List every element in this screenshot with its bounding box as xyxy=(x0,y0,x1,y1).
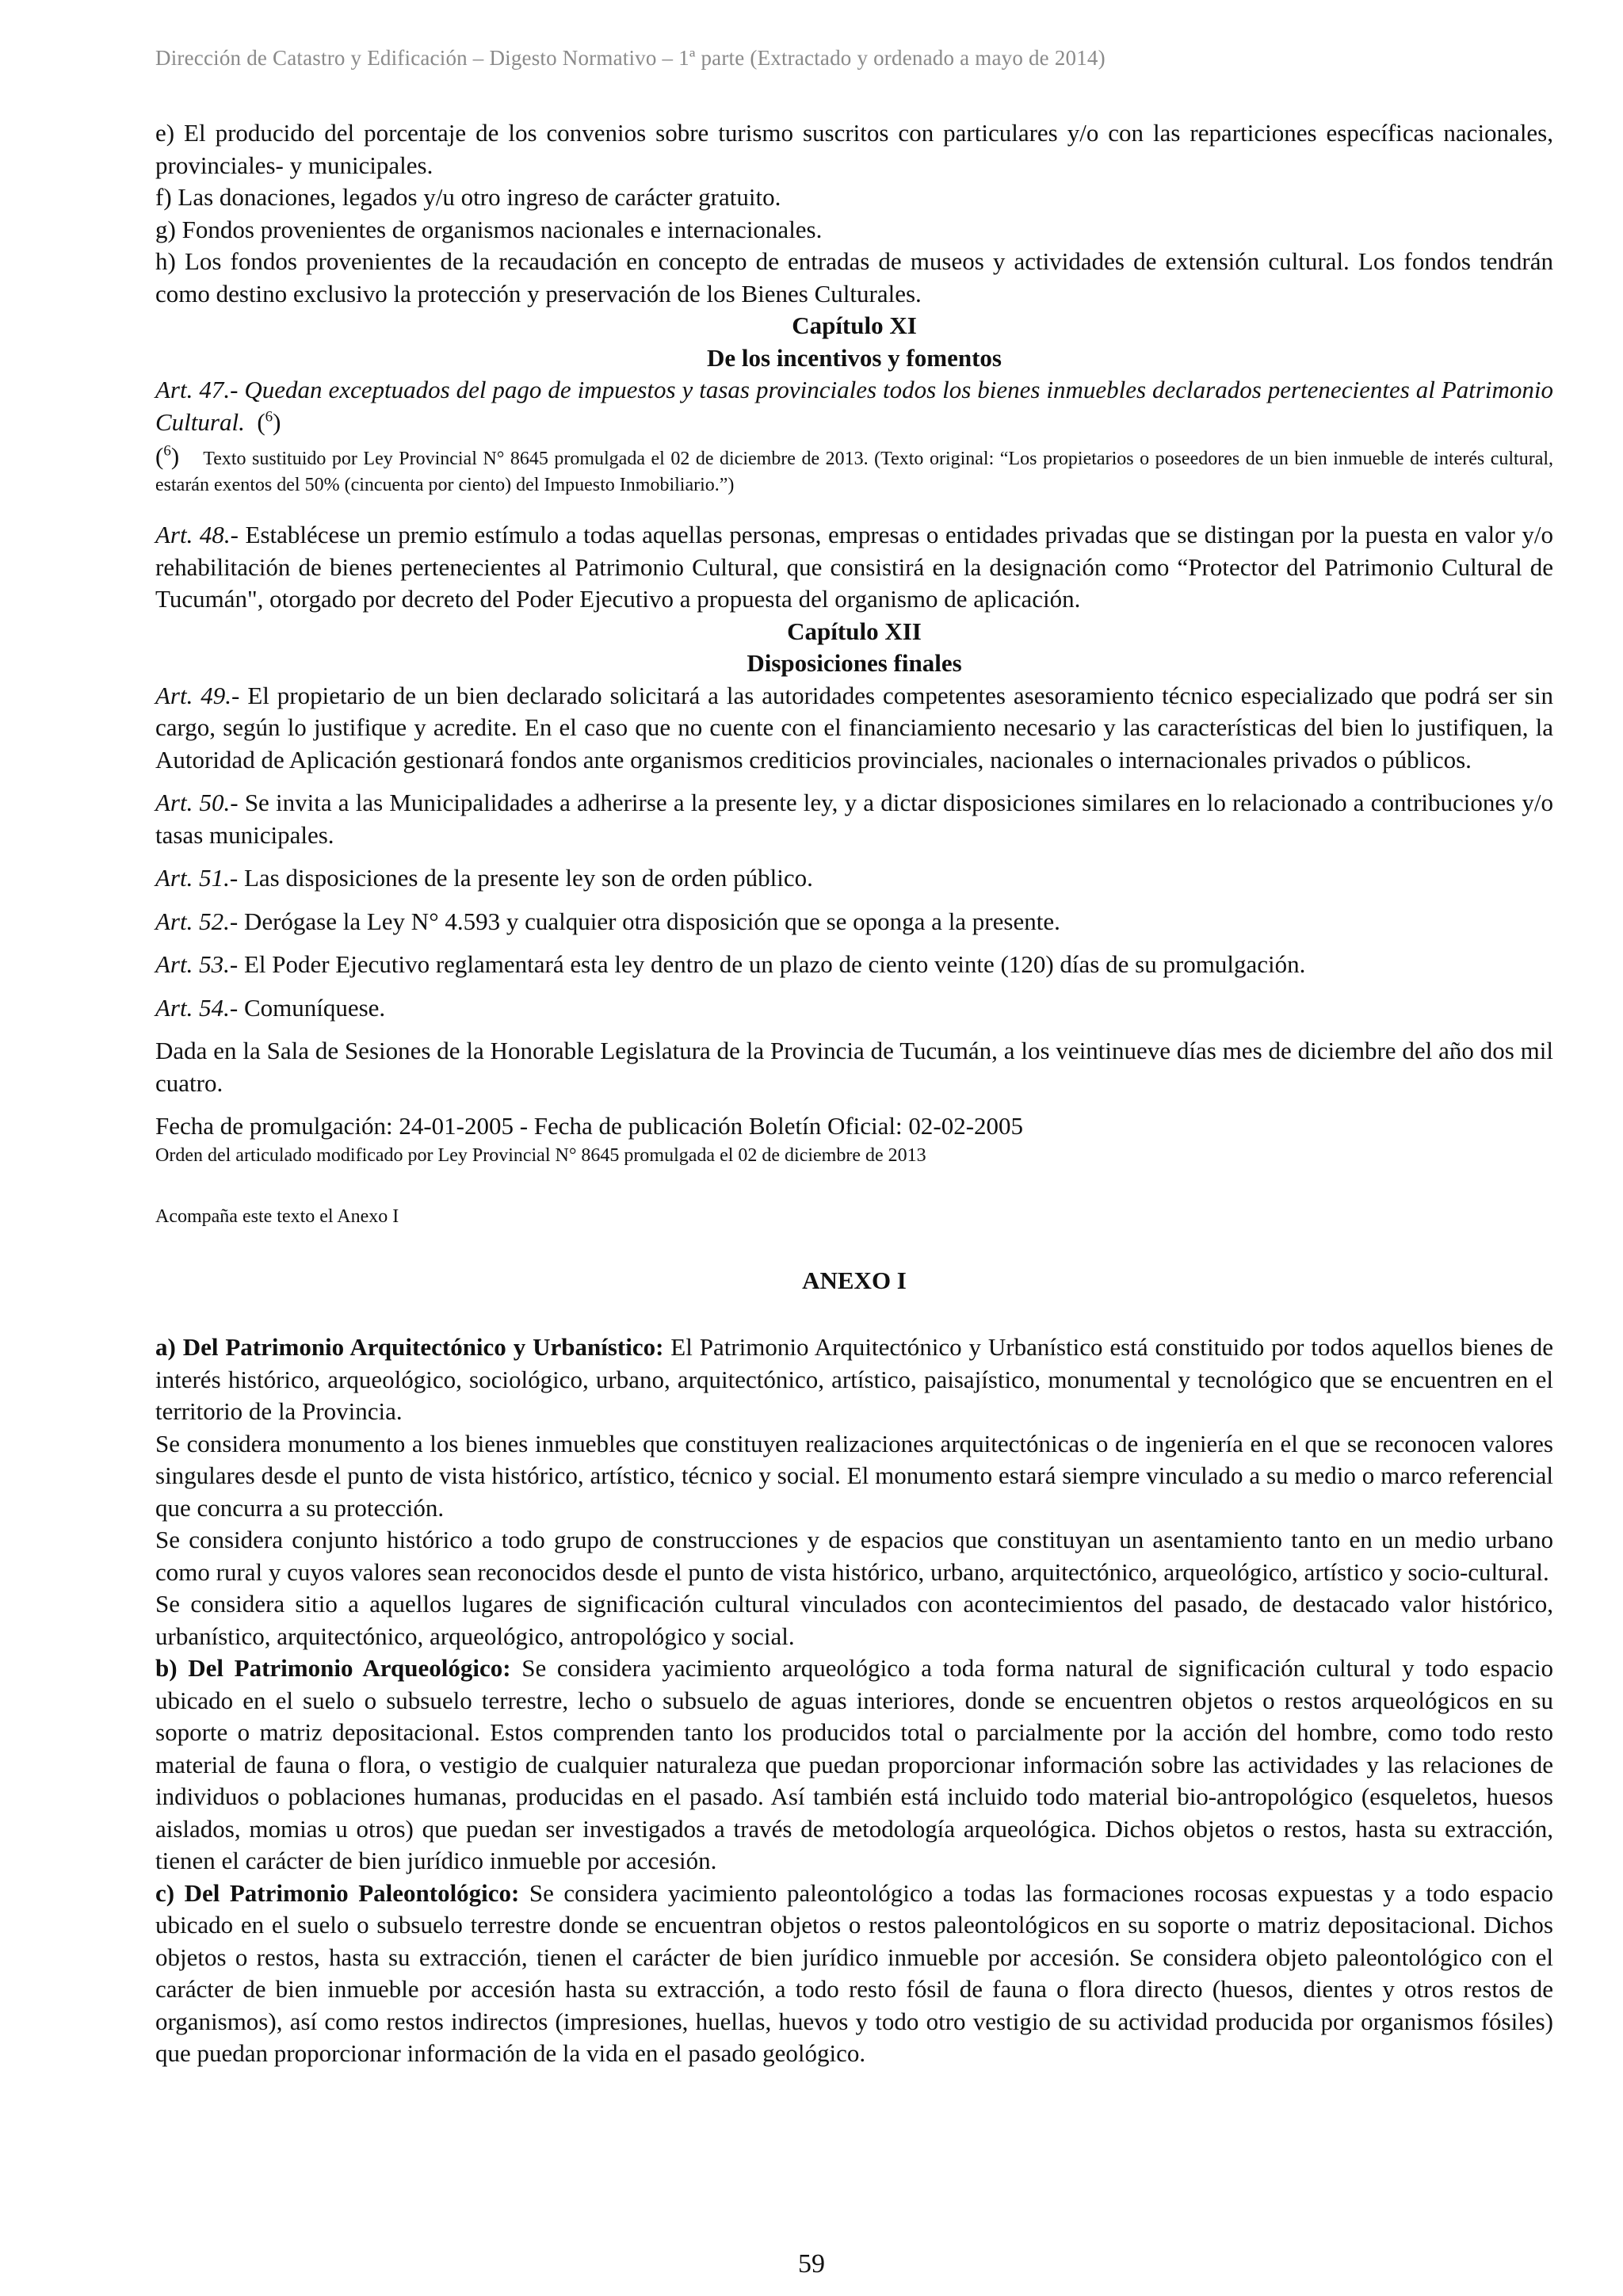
article-54 xyxy=(155,992,1553,1025)
anexo-section-a xyxy=(155,1331,1553,1428)
footnote-6 xyxy=(155,443,1553,499)
fn-open: ( xyxy=(155,442,164,470)
article-49 xyxy=(155,680,1553,777)
article-50 xyxy=(155,787,1553,851)
anexo-title: ANEXO I xyxy=(802,1266,907,1294)
dada-en-sala: Dada en la Sala de Sesiones de la Honorable Legislatura de la Provincia de Tucumán, a los veintinueve días mes de diciembre del año dos mil cuatro. xyxy=(155,1037,1553,1097)
article-53 xyxy=(155,949,1553,981)
page-body xyxy=(155,117,1553,2070)
fn-number: 6 xyxy=(163,442,171,460)
anexo-section-c-text: Se considera yacimiento paleontológico a todas las formaciones rocosas expuestas y a todo espacio ubicado en el suelo o subsuelo terrestre donde se encuentran objetos o restos paleontológicos en su soporte o matriz depositacional. Dichos objetos o restos, hasta su extracción, tienen el carácter de bien jurídico inmueble por accesión. Se considera objeto paleontológico con el carácter de bien inmueble por accesión hasta su extracción, a todo resto fósil de fauna o flora directo (huesos, dientes y otros restos de organismos), así como restos indirectos (impresiones, huellas, huevos y todo otro vestigio de su actividad producida por organismos fósiles) que puedan proporcionar información de la vida en el pasado geológico. xyxy=(155,1878,1553,2067)
article-47-footnote-ref[interactable] xyxy=(257,408,281,436)
article-52-label: Art. 52.- xyxy=(155,907,239,935)
item-h: h) Los fondos provenientes de la recaudación en concepto de entradas de museos y actividades de extensión cultural. Los fondos tendrán como destino exclusivo la protección y preservación de los Bienes Culturales. xyxy=(155,247,1553,308)
article-51 xyxy=(155,862,1553,895)
fn-close: ) xyxy=(170,442,180,470)
article-48-label: Art. 48.- xyxy=(155,521,239,548)
article-53-label: Art. 53.- xyxy=(155,950,239,978)
anexo-section-b-text: Se considera yacimiento arqueológico a toda forma natural de significación cultural y todo espacio ubicado en el suelo o subsuelo terrestre, lecho o subsuelo de aguas interiores, donde se encuentren objetos o restos arqueológicos en su soporte o matriz depositacional. Estos comprenden tanto los producidos total o parcialmente por la acción del hombre, como todo resto material de fauna o flora, o vestigio de cualquier naturaleza que puedan proporcionar información sobre las actividades y las relaciones de individuos o poblaciones humanas, producidas en el pasado. Así también está incluido todo material bio-antropológico (esqueletos, huesos aislados, momias u otros) que puedan ser investigados a través de metodología arqueológica. Dichos objetos o restos, hasta su extracción, tienen el carácter de bien jurídico inmueble por accesión. xyxy=(155,1654,1553,1874)
anexo-monumento-paragraph: Se considera monumento a los bienes inmuebles que constituyen realizaciones arquitectónicas o de ingeniería en el que se reconocen valores singulares desde el punto de vista histórico, artístico, técnico y social. El monumento estará siempre vinculado a su medio o marco referencial que concurra a su protección. xyxy=(155,1429,1553,1522)
article-49-text: El propietario de un bien declarado solicitará a las autoridades competentes asesoramiento técnico especializado que podrá ser sin cargo, según lo justifique y acredite. En el caso que no cuente con el financiamiento necesario y las características del bien lo justifiquen, la Autoridad de Aplicación gestionará fondos ante organismos crediticios provinciales, nacionales o internacionales privados o públicos. xyxy=(155,681,1553,774)
anexo-section-a-heading: a) Del Patrimonio Arquitectónico y Urbanístico: xyxy=(155,1333,664,1361)
anexo-section-b xyxy=(155,1652,1553,1878)
article-53-text: El Poder Ejecutivo reglamentará esta ley dentro de un plazo de ciento veinte (120) días de su promulgación. xyxy=(243,950,1306,978)
chapter-xii-title: Capítulo XII xyxy=(787,617,922,645)
running-header: Dirección de Catastro y Edificación – Digesto Normativo – 1ª parte (Extractado y ordenado a mayo de 2014) xyxy=(155,46,1106,70)
page-number: 59 xyxy=(798,2249,825,2279)
article-52-text: Derógase la Ley N° 4.593 y cualquier otra disposición que se oponga a la presente. xyxy=(243,907,1060,935)
item-f: f) Las donaciones, legados y/u otro ingreso de carácter gratuito. xyxy=(155,183,781,211)
footnote-6-text: Texto sustituido por Ley Provincial N° 8645 promulgada el 02 de diciembre de 2013. (Texto original: “Los propietarios o poseedores de un bien inmueble de interés cultural, estarán exentos del 50% (cincuenta por ciento) del Impuesto Inmobiliario.”) xyxy=(155,449,1554,495)
footnote-6-marker xyxy=(155,442,179,470)
item-g: g) Fondos provenientes de organismos nacionales e internacionales. xyxy=(155,215,823,243)
chapter-xi-title: Capítulo XI xyxy=(792,311,917,339)
ref-open: ( xyxy=(257,407,265,436)
chapter-xii-subtitle: Disposiciones finales xyxy=(747,649,962,677)
anexo-section-a-text: El Patrimonio Arquitectónico y Urbanístico está constituido por todos aquellos bienes de interés histórico, arqueológico, sociológico, urbano, arquitectónico, artístico, paisajístico, monumental y tecnológico que se encuentren en el territorio de la Provincia. xyxy=(155,1333,1553,1425)
anexo-conjunto-historico-paragraph: Se considera conjunto histórico a todo grupo de construcciones y de espacios que constituyan un asentamiento tanto en un medio urbano como rural y cuyos valores sean reconocidos desde el punto de vista histórico, urbano, arquitectónico, arqueológico, artístico y socio-cultural. xyxy=(155,1526,1553,1586)
article-49-label: Art. 49.- xyxy=(155,681,240,709)
item-e: e) El producido del porcentaje de los convenios sobre turismo suscritos con particulares y/o con las reparticiones específicas nacionales, provinciales- y municipales. xyxy=(155,119,1553,179)
article-48-text: Establécese un premio estímulo a todas aquellas personas, empresas o entidades privadas que se distingan por la puesta en valor y/o rehabilitación de bienes pertenecientes al Patrimonio Cultural, que consistirá en la designación como “Protector del Patrimonio Cultural de Tucumán", otorgado por decreto del Poder Ejecutivo a propuesta del organismo de aplicación. xyxy=(155,521,1554,613)
article-52 xyxy=(155,906,1553,938)
article-48 xyxy=(155,519,1553,616)
article-51-label: Art. 51.- xyxy=(155,864,239,892)
article-47 xyxy=(155,374,1553,438)
article-50-text: Se invita a las Municipalidades a adherirse a la presente ley, y a dictar disposiciones similares en lo relacionado a contribuciones y/o tasas municipales. xyxy=(155,789,1554,849)
orden-articulado-note: Orden del articulado modificado por Ley Provincial N° 8645 promulgada el 02 de diciembre de 2013 xyxy=(155,1144,926,1166)
ref-number: 6 xyxy=(265,408,273,426)
chapter-xi-subtitle: De los incentivos y fomentos xyxy=(707,343,1002,372)
article-50-label: Art. 50.- xyxy=(155,789,239,816)
anexo-section-c-heading: c) Del Patrimonio Paleontológico: xyxy=(155,1878,520,1907)
fechas-promulgacion-publicacion: Fecha de promulgación: 24-01-2005 - Fecha de publicación Boletín Oficial: 02-02-2005 xyxy=(155,1112,1024,1140)
ref-close: ) xyxy=(273,407,281,436)
anexo-section-b-heading: b) Del Patrimonio Arqueológico: xyxy=(155,1654,511,1682)
article-54-text: Comuníquese. xyxy=(243,993,386,1022)
anexo-section-c xyxy=(155,1878,1553,2070)
anexo-sitio-paragraph: Se considera sitio a aquellos lugares de significación cultural vinculados con acontecimientos del pasado, de destacado valor histórico, urbanístico, arquitectónico, arqueológico, antropológico y social. xyxy=(155,1590,1553,1650)
article-51-text: Las disposiciones de la presente ley son de orden público. xyxy=(243,864,813,892)
article-54-label: Art. 54.- xyxy=(155,993,239,1022)
article-47-label: Art. 47.- xyxy=(155,376,239,403)
acompana-anexo-note: Acompaña este texto el Anexo I xyxy=(155,1205,399,1227)
article-47-text: Quedan exceptuados del pago de impuestos y tasas provinciales todos los bienes inmuebles declarados pertenecientes al Patrimonio Cultural. xyxy=(155,376,1554,436)
